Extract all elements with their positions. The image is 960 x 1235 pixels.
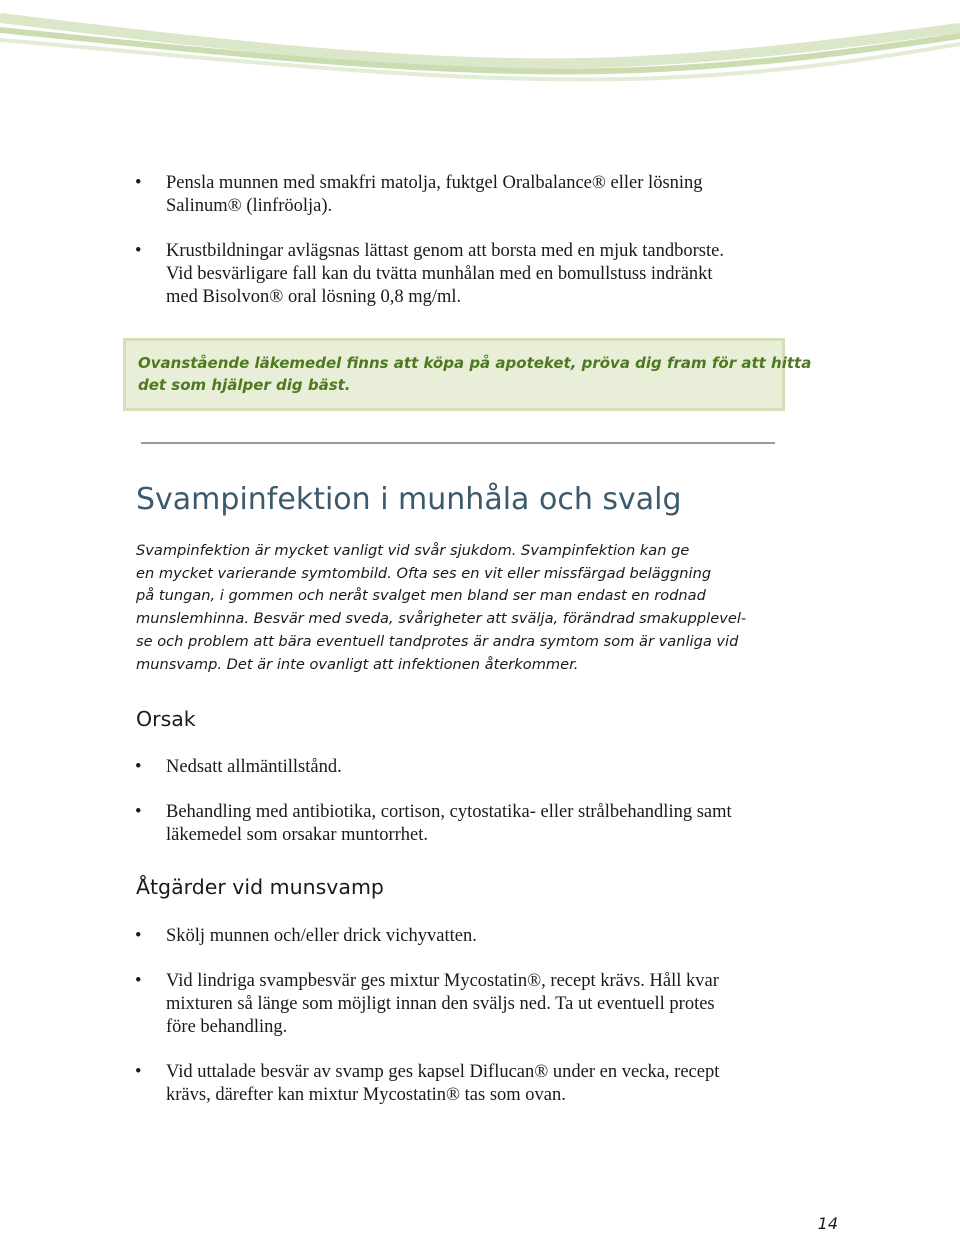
list-item: [135, 801, 785, 847]
list-item-line: Vid uttalade besvär av svamp ges kapsel Diflucan® under en vecka, recept: [166, 1062, 720, 1082]
atgarder-heading: Åtgärder vid munsvamp: [136, 875, 384, 899]
list-item-line: med Bisolvon® oral lösning 0,8 mg/ml.: [166, 287, 462, 307]
list-item: [135, 925, 785, 948]
list-item-line: Behandling med antibiotika, cortison, cytostatika- eller strålbehandling samt: [166, 802, 732, 822]
intro-line: munsvamp. Det är inte ovanligt att infektionen återkommer.: [136, 655, 579, 673]
section-intro-paragraph: [136, 540, 796, 676]
orsak-heading: Orsak: [136, 707, 196, 731]
list-item-line: Vid besvärligare fall kan du tvätta munhålan med en bomullstuss indränkt: [166, 264, 713, 284]
list-item-line: läkemedel som orsakar muntorrhet.: [166, 825, 428, 845]
header-wave-decoration: [0, 0, 960, 90]
list-item-line: Skölj munnen och/eller drick vichyvatten.: [166, 926, 477, 946]
intro-line: se och problem att bära eventuell tandprotes är andra symtom som är vanliga vid: [136, 632, 739, 650]
bullet-list-causes: [135, 756, 785, 847]
intro-line: Svampinfektion är mycket vanligt vid svår sjukdom. Svampinfektion kan ge: [136, 542, 690, 559]
intro-line: på tungan, i gommen och neråt svalget men bland ser man endast en rodnad: [136, 587, 706, 605]
bullet-glyph: •: [135, 926, 142, 946]
list-item-line: mixturen så länge som möjligt innan den sväljs ned. Ta ut eventuell protes: [166, 994, 715, 1014]
intro-line: en mycket varierande symtombild. Ofta ses en vit eller missfärgad beläggning: [136, 564, 712, 582]
section-divider: [141, 442, 775, 444]
bullet-glyph: •: [135, 757, 142, 777]
section-title: Svampinfektion i munhåla och svalg: [136, 482, 682, 517]
bullet-list-care-tips: [135, 172, 785, 309]
callout-line: Ovanstående läkemedel finns att köpa på apoteket, pröva dig fram för att hitta: [138, 354, 812, 372]
list-item: [135, 756, 785, 779]
intro-line: munslemhinna. Besvär med sveda, svårigheter att svälja, förändrad smakupplevel-: [136, 610, 747, 628]
bullet-list-measures: [135, 925, 785, 1107]
list-item: [135, 240, 785, 309]
list-item-line: Salinum® (linfröolja).: [166, 196, 333, 216]
bullet-glyph: •: [135, 802, 142, 822]
list-item: [135, 1061, 785, 1107]
bullet-glyph: •: [135, 241, 142, 261]
list-item-line: Vid lindriga svampbesvär ges mixtur Mycostatin®, recept krävs. Håll kvar: [166, 971, 719, 991]
list-item: [135, 172, 785, 218]
bullet-glyph: •: [135, 1062, 142, 1082]
bullet-glyph: •: [135, 173, 142, 193]
list-item: [135, 970, 785, 1039]
list-item-line: Pensla munnen med smakfri matolja, fuktgel Oralbalance® eller lösning: [166, 173, 703, 193]
list-item-line: Krustbildningar avlägsnas lättast genom att borsta med en mjuk tandborste.: [166, 241, 724, 261]
list-item-line: före behandling.: [166, 1017, 288, 1037]
bullet-glyph: •: [135, 971, 142, 991]
page-number: 14: [817, 1214, 838, 1233]
callout-line: det som hjälper dig bäst.: [138, 376, 351, 394]
info-callout-box: [123, 338, 812, 411]
list-item-line: krävs, därefter kan mixtur Mycostatin® tas som ovan.: [166, 1085, 566, 1105]
list-item-line: Nedsatt allmäntillstånd.: [166, 757, 342, 777]
